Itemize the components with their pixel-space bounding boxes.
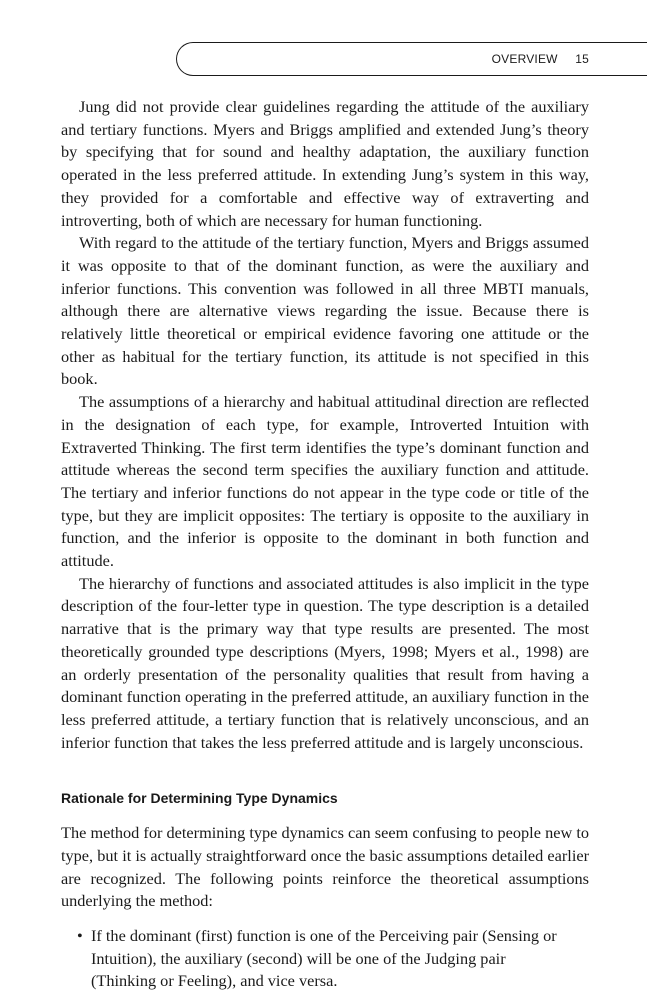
running-head-section: OVERVIEW [491, 52, 558, 66]
body-paragraph: With regard to the attitude of the tertiary function, Myers and Briggs assumed it was opposite to that of the dominant function, as were the auxiliary and inferior functions. This convention was followed in all three MBTI manuals, although there are alternative views regarding the issue. Because there is relatively little theoretical or empirical evidence favoring one attitude or the other as habitual for the tertiary function, its attitude is not specified in this book. [61, 233, 589, 389]
body-paragraph: The hierarchy of functions and associated attitudes is also implicit in the type description of the four-letter type in question. The type description is a detailed narrative that is the primary way that type results are presented. The most theoretically grounded type descriptions (Myers, 1998; Myers et al., 1998) are an orderly presentation of the personality qualities that result from having a dominant function operating in the preferred attitude, an auxiliary function in the less preferred attitude, a tertiary function that is relatively unconscious, and an inferior function that takes the less preferred attitude and is largely unconscious. [61, 573, 589, 752]
page-number: 15 [575, 52, 589, 66]
bullet-list [61, 925, 589, 993]
page-body [61, 96, 589, 993]
running-head [492, 52, 589, 66]
bullet-text: If the dominant (first) function is one of the Perceiving pair (Sensing or Intuition), the auxiliary (second) will be one of the Judging pair (Thinking or Feeling), and vice versa. [91, 925, 557, 991]
bullet-list-item [77, 925, 561, 993]
body-paragraph: Jung did not provide clear guidelines regarding the attitude of the auxiliary and tertiary functions. Myers and Briggs amplified and extended Jung’s theory by specifying that for sound and healthy adaptation, the auxiliary function operated in the less preferred attitude. In extending Jung’s system in this way, they provided for a comfortable and effective way of extraverting and introverting, both of which are necessary for human functioning. [61, 97, 589, 230]
bullet-icon: • [77, 925, 83, 945]
section-intro-paragraph: The method for determining type dynamics can seem confusing to people new to type, but it is actually straightforward once the basic assumptions detailed earlier are recognized. The following points reinforce the theoretical assumptions underlying the method: [61, 823, 589, 911]
body-paragraph: The assumptions of a hierarchy and habitual attitudinal direction are reflected in the designation of each type, for example, Introverted Intuition with Extraverted Thinking. The first term identifies the type’s dominant function and attitude whereas the second term specifies the auxiliary function and attitude. The tertiary and inferior functions do not appear in the type code or title of the type, but they are implicit opposites: The tertiary is opposite to the auxiliary in function, and the inferior is opposite to the dominant in both function and attitude. [61, 392, 589, 571]
section-heading: Rationale for Determining Type Dynamics [61, 790, 338, 807]
